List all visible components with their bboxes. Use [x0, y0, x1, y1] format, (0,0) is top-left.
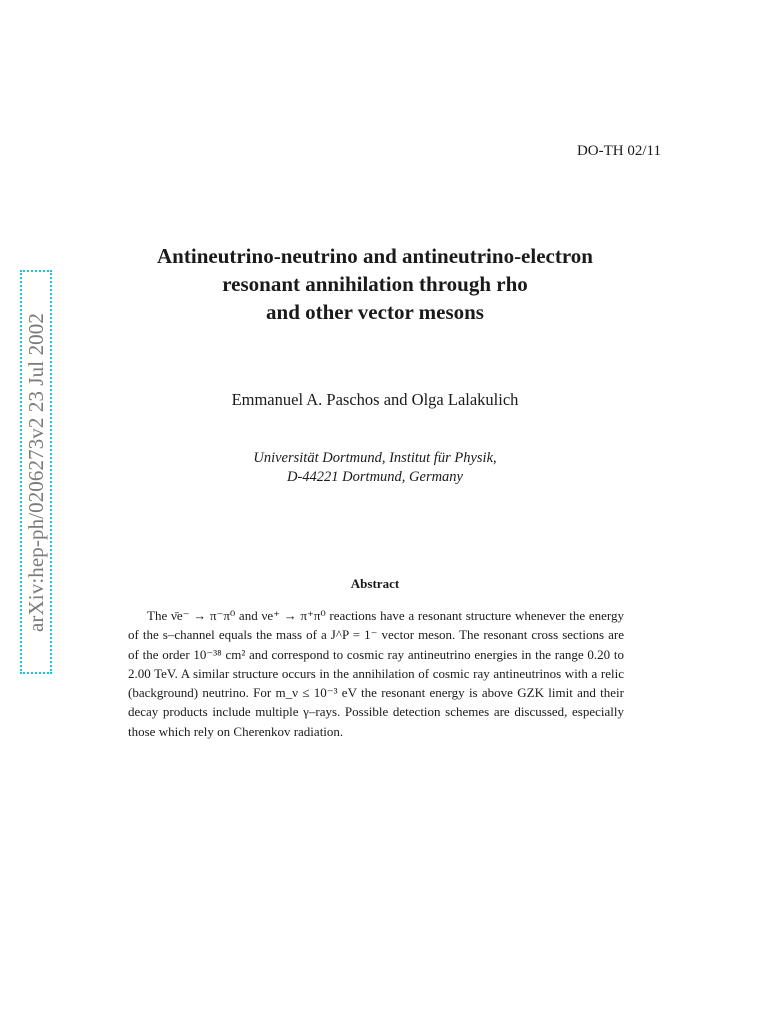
abstract-body: The ν̄e⁻ → π⁻π⁰ and νe⁺ → π⁺π⁰ reactions have a resonant structure whenever the energy of the s–channel equals the mass of a J^P = 1⁻ vector meson. The resonant cross sections are of the order 10⁻³⁸ cm² and correspond to cosmic ray antineutrino energies in the range 0.20 to 2.00 TeV. A similar structure occurs in the annihilation of cosmic ray antineutrinos with a relic (background) neutrino. For m_ν ≤ 10⁻³ eV the resonant energy is above GZK limit and their decay products include multiple γ–rays. Possible detection schemes are discussed, especially those which rely on Cherenkov radiation. — [128, 608, 624, 739]
title-line-2: resonant annihilation through rho — [222, 272, 528, 296]
report-number: DO-TH 02/11 — [576, 143, 661, 159]
affiliation — [100, 449, 650, 487]
arxiv-stamp[interactable] — [20, 270, 52, 674]
arxiv-stamp-label: arXiv:hep-ph/0206273v2 23 Jul 2002 — [23, 312, 48, 632]
title-line-3: and other vector mesons — [266, 300, 484, 324]
title-line-1: Antineutrino-neutrino and antineutrino-electron — [157, 244, 593, 268]
affiliation-line-1: Universität Dortmund, Institut für Physik, — [253, 450, 497, 466]
paper-title — [100, 242, 650, 326]
abstract-heading: Abstract — [350, 576, 400, 591]
affiliation-line-2: D-44221 Dortmund, Germany — [287, 469, 463, 485]
authors: Emmanuel A. Paschos and Olga Lalakulich — [231, 390, 519, 409]
